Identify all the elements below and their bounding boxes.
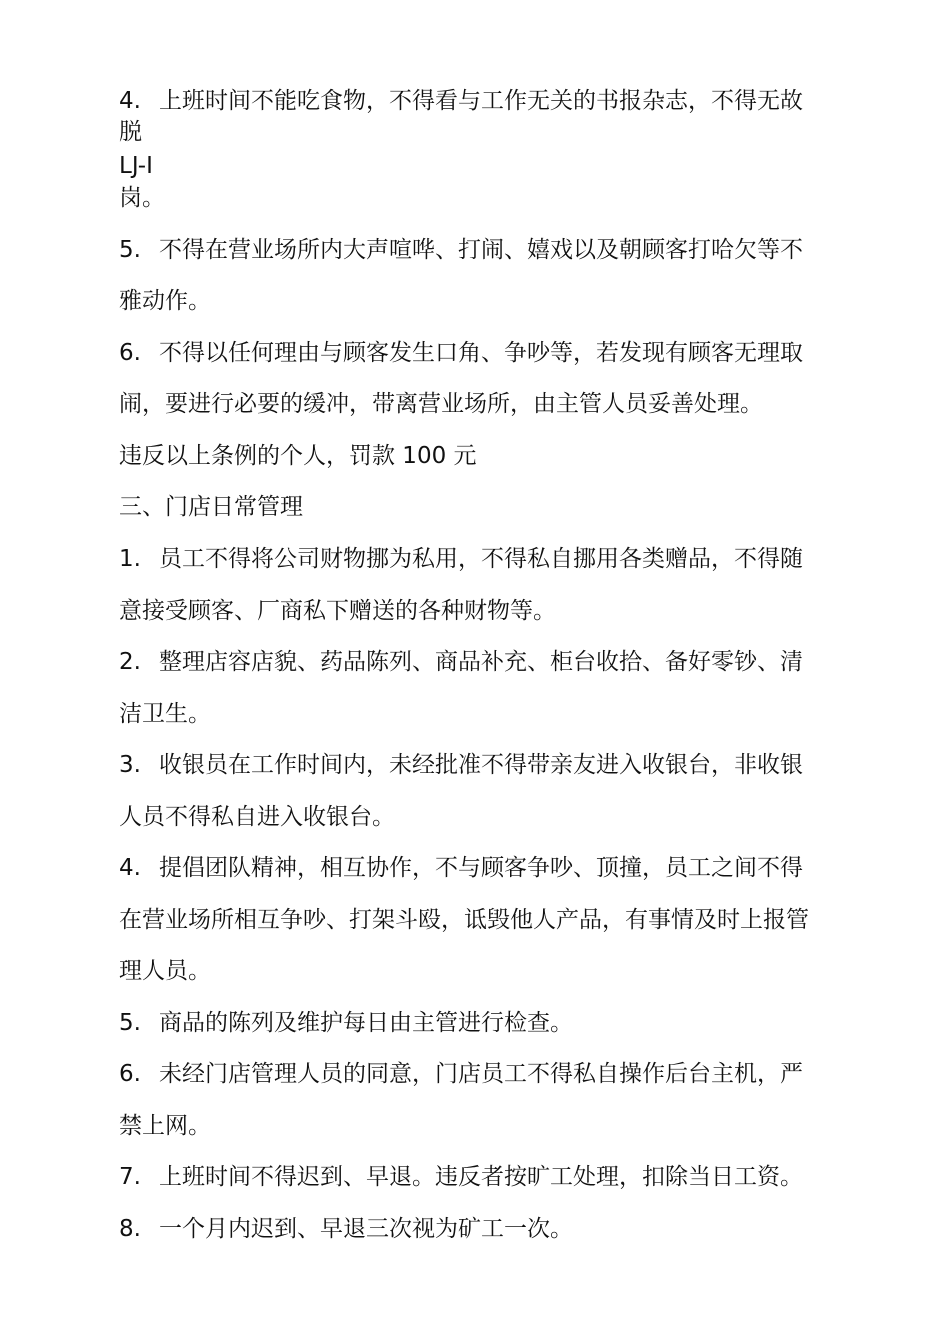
rule-item-6-line-1 [119,338,803,368]
item-text: 洁卫生。 [119,701,211,727]
item-text: 员工不得将公司财物挪为私用，不得私自挪用各类赠品，不得随 [159,546,803,572]
item-number: 6. [119,340,141,366]
item-text: 岗。 [119,185,165,211]
item-text: LJ-I [119,153,153,179]
item-number: 4. [119,855,141,881]
rule-item-4-line-2 [119,117,142,147]
section-heading [119,492,303,522]
store-rule-4-line-3 [119,956,211,986]
store-rule-8-line-1 [119,1214,573,1244]
item-text: 一个月内迟到、早退三次视为矿工一次。 [159,1216,573,1242]
item-number: 5. [119,1010,141,1036]
penalty-text: 违反以上条例的个人，罚款 100 元 [119,443,477,469]
rule-item-4-line-3 [119,151,153,181]
item-text: 理人员。 [119,958,211,984]
rule-item-5-line-1 [119,235,803,265]
item-number: 6. [119,1061,141,1087]
penalty-statement [119,441,477,471]
item-text: 收银员在工作时间内，未经批准不得带亲友进入收银台，非收银 [159,752,803,778]
rule-item-5-line-2 [119,286,211,316]
item-text: 不得以任何理由与顾客发生口角、争吵等，若发现有顾客无理取 [159,340,803,366]
item-number: 2. [119,649,141,675]
store-rule-6-line-2 [119,1111,211,1141]
store-rule-5-line-1 [119,1008,573,1038]
item-text: 禁上网。 [119,1113,211,1139]
section-heading-text: 三、门店日常管理 [119,494,303,520]
item-text: 雅动作。 [119,288,211,314]
item-text: 上班时间不得迟到、早退。违反者按旷工处理，扣除当日工资。 [159,1164,803,1190]
item-text: 商品的陈列及维护每日由主管进行检查。 [159,1010,573,1036]
rule-item-4-line-1 [119,86,803,116]
item-number: 5. [119,237,141,263]
item-text: 脱 [119,119,142,145]
store-rule-3-line-1 [119,750,803,780]
store-rule-7-line-1 [119,1162,803,1192]
store-rule-4-line-2 [119,905,809,935]
item-text: 提倡团队精神，相互协作，不与顾客争吵、顶撞，员工之间不得 [159,855,803,881]
item-text: 上班时间不能吃食物，不得看与工作无关的书报杂志，不得无故 [159,88,803,114]
store-rule-1-line-1 [119,544,803,574]
store-rule-2-line-2 [119,699,211,729]
item-number: 7. [119,1164,141,1190]
item-text: 整理店容店貌、药品陈列、商品补充、柜台收拾、备好零钞、清 [159,649,803,675]
store-rule-6-line-1 [119,1059,803,1089]
item-number: 3. [119,752,141,778]
item-number: 4. [119,88,141,114]
rule-item-6-line-2 [119,389,763,419]
rule-item-4-line-4 [119,183,165,213]
store-rule-4-line-1 [119,853,803,883]
item-text: 不得在营业场所内大声喧哗、打闹、嬉戏以及朝顾客打哈欠等不 [159,237,803,263]
item-number: 8. [119,1216,141,1242]
item-number: 1. [119,546,141,572]
store-rule-2-line-1 [119,647,803,677]
item-text: 在营业场所相互争吵、打架斗殴，诋毁他人产品，有事情及时上报管 [119,907,809,933]
item-text: 意接受顾客、厂商私下赠送的各种财物等。 [119,598,556,624]
item-text: 未经门店管理人员的同意，门店员工不得私自操作后台主机，严 [159,1061,803,1087]
store-rule-1-line-2 [119,596,556,626]
store-rule-3-line-2 [119,802,395,832]
item-text: 人员不得私自进入收银台。 [119,804,395,830]
item-text: 闹，要进行必要的缓冲，带离营业场所，由主管人员妥善处理。 [119,391,763,417]
